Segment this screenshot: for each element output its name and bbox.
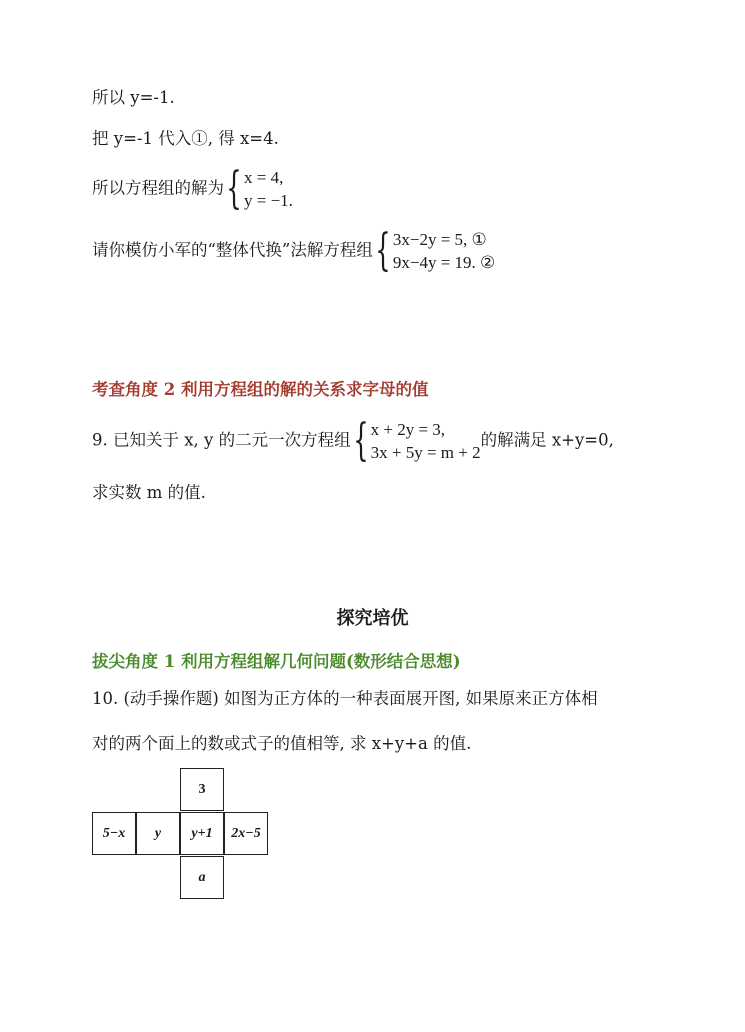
- question-10-line1: 10. (动手操作题) 如图为正方体的一种表面展开图, 如果原来正方体相: [92, 689, 598, 708]
- system-eq2: 9x−4y = 19. ②: [392, 253, 496, 272]
- text-line-y-value: 所以 y=-1.: [92, 88, 175, 107]
- system-line: [92, 225, 496, 276]
- system-eq1: 3x−2y = 5, ①: [392, 230, 487, 249]
- q9-eq1: x + 2y = 3,: [370, 420, 446, 439]
- system-prefix: 请你模仿小军的“整体代换”法解方程组: [92, 240, 373, 260]
- section-heading-angle2: 考查角度 2 利用方程组的解的关系求字母的值: [92, 380, 429, 399]
- cube-net-figure: [92, 768, 282, 901]
- net-cell-top: 3: [180, 768, 224, 811]
- text-line-substitute: 把 y=-1 代入①, 得 x=4.: [92, 129, 279, 148]
- solution-eq1: x = 4,: [244, 168, 284, 187]
- net-cell-row-3: y+1: [180, 812, 224, 855]
- section-title: 探究培优: [336, 608, 409, 629]
- question-9-line2: 求实数 m 的值.: [92, 483, 206, 502]
- net-cell-row-1: 5−x: [92, 812, 136, 855]
- q9-eq2: 3x + 5y = m + 2: [370, 443, 481, 462]
- solution-line: [92, 163, 293, 214]
- brace-icon: {: [226, 163, 242, 214]
- net-cell-row-4: 2x−5: [224, 812, 268, 855]
- solution-eq2: y = −1.: [244, 191, 293, 210]
- brace-icon: {: [375, 225, 391, 276]
- question-10-line2: 对的两个面上的数或式子的值相等, 求 x+y+a 的值.: [92, 734, 472, 753]
- net-cell-row-2: y: [136, 812, 180, 855]
- q9-prefix: 9. 已知关于 x, y 的二元一次方程组: [92, 430, 351, 450]
- solution-system: [224, 163, 293, 214]
- net-cell-bottom: a: [180, 856, 224, 899]
- solution-prefix: 所以方程组的解为: [92, 178, 224, 198]
- q9-suffix: 的解满足 x+y=0,: [480, 430, 614, 450]
- question-9-line1: [92, 415, 614, 466]
- system-equations: [373, 225, 496, 276]
- brace-icon: {: [352, 415, 369, 466]
- section-heading-top-angle1: 拔尖角度 1 利用方程组解几何问题(数形结合思想): [92, 652, 461, 671]
- q9-system: [351, 415, 481, 466]
